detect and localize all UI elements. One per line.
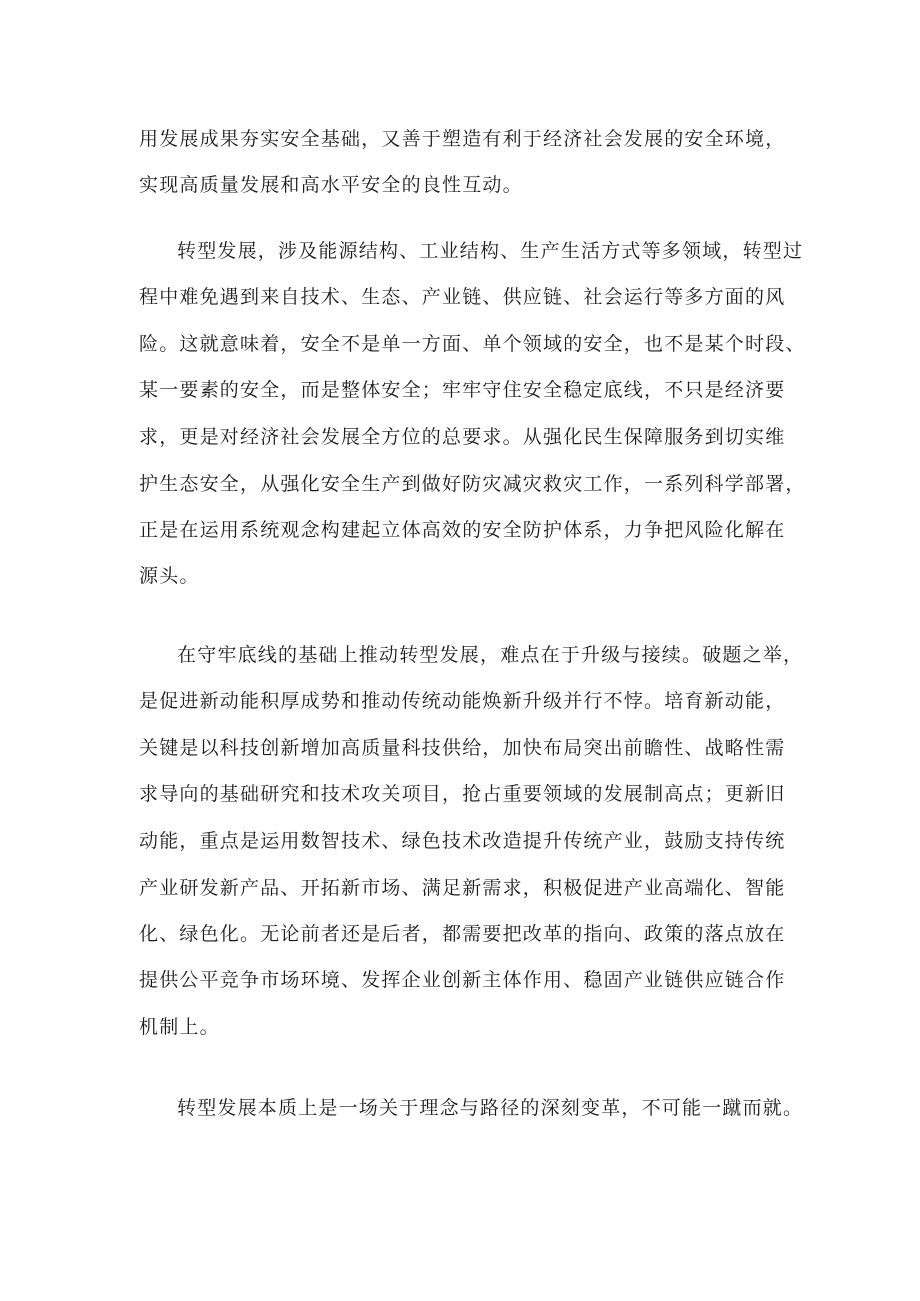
- paragraph-3-line-3: 关键是以科技创新增加高质量科技供给，加快布局突出前瞻性、战略性需: [139, 737, 786, 759]
- paragraph-1-line-1: 用发展成果夯实安全基础，又善于塑造有利于经济社会发展的安全环境，: [139, 128, 786, 150]
- paragraph-2-line-7: 正是在运用系统观念构建起立体高效的安全防护体系，力争把风险化解在: [139, 519, 786, 541]
- paragraph-2-line-3: 险。这就意味着，安全不是单一方面、单个领域的安全，也不是某个时段、: [139, 333, 806, 355]
- paragraph-3-line-4: 求导向的基础研究和技术攻关项目，抢占重要领域的发展制高点；更新旧: [139, 783, 786, 805]
- paragraph-3-line-2: 是促进新动能积厚成势和推动传统动能焕新升级并行不悖。培育新动能，: [139, 690, 786, 712]
- paragraph-2-line-8: 源头。: [139, 565, 200, 587]
- paragraph-3-line-7: 化、绿色化。无论前者还是后者，都需要把改革的指向、政策的落点放在: [139, 923, 786, 945]
- paragraph-2-line-1: 转型发展，涉及能源结构、工业结构、生产生活方式等多领域，转型过: [177, 240, 804, 262]
- paragraph-3-line-8: 提供公平竞争市场环境、发挥企业创新主体作用、稳固产业链供应链合作: [139, 969, 786, 991]
- paragraph-3-line-9: 机制上。: [139, 1016, 220, 1038]
- paragraph-3-line-6: 产业研发新产品、开拓新市场、满足新需求，积极促进产业高端化、智能: [139, 877, 786, 899]
- paragraph-1-line-2: 实现高质量发展和高水平安全的良性互动。: [139, 174, 523, 196]
- paragraph-4-line-1: 转型发展本质上是一场关于理念与路径的深刻变革，不可能一蹴而就。: [177, 1097, 804, 1119]
- paragraph-2-line-6: 护生态安全，从强化安全生产到做好防灾减灾救灾工作，一系列科学部署，: [139, 473, 806, 495]
- paragraph-3-line-5: 动能，重点是运用数智技术、绿色技术改造提升传统产业，鼓励支持传统: [139, 830, 786, 852]
- paragraph-2-line-5: 求，更是对经济社会发展全方位的总要求。从强化民生保障服务到切实维: [139, 426, 786, 448]
- paragraph-2-line-2: 程中难免遇到来自技术、生态、产业链、供应链、社会运行等多方面的风: [139, 286, 786, 308]
- paragraph-2-line-4: 某一要素的安全，而是整体安全；牢牢守住安全稳定底线，不只是经济要: [139, 379, 786, 401]
- paragraph-3-line-1: 在守牢底线的基础上推动转型发展，难点在于升级与接续。破题之举，: [177, 644, 804, 666]
